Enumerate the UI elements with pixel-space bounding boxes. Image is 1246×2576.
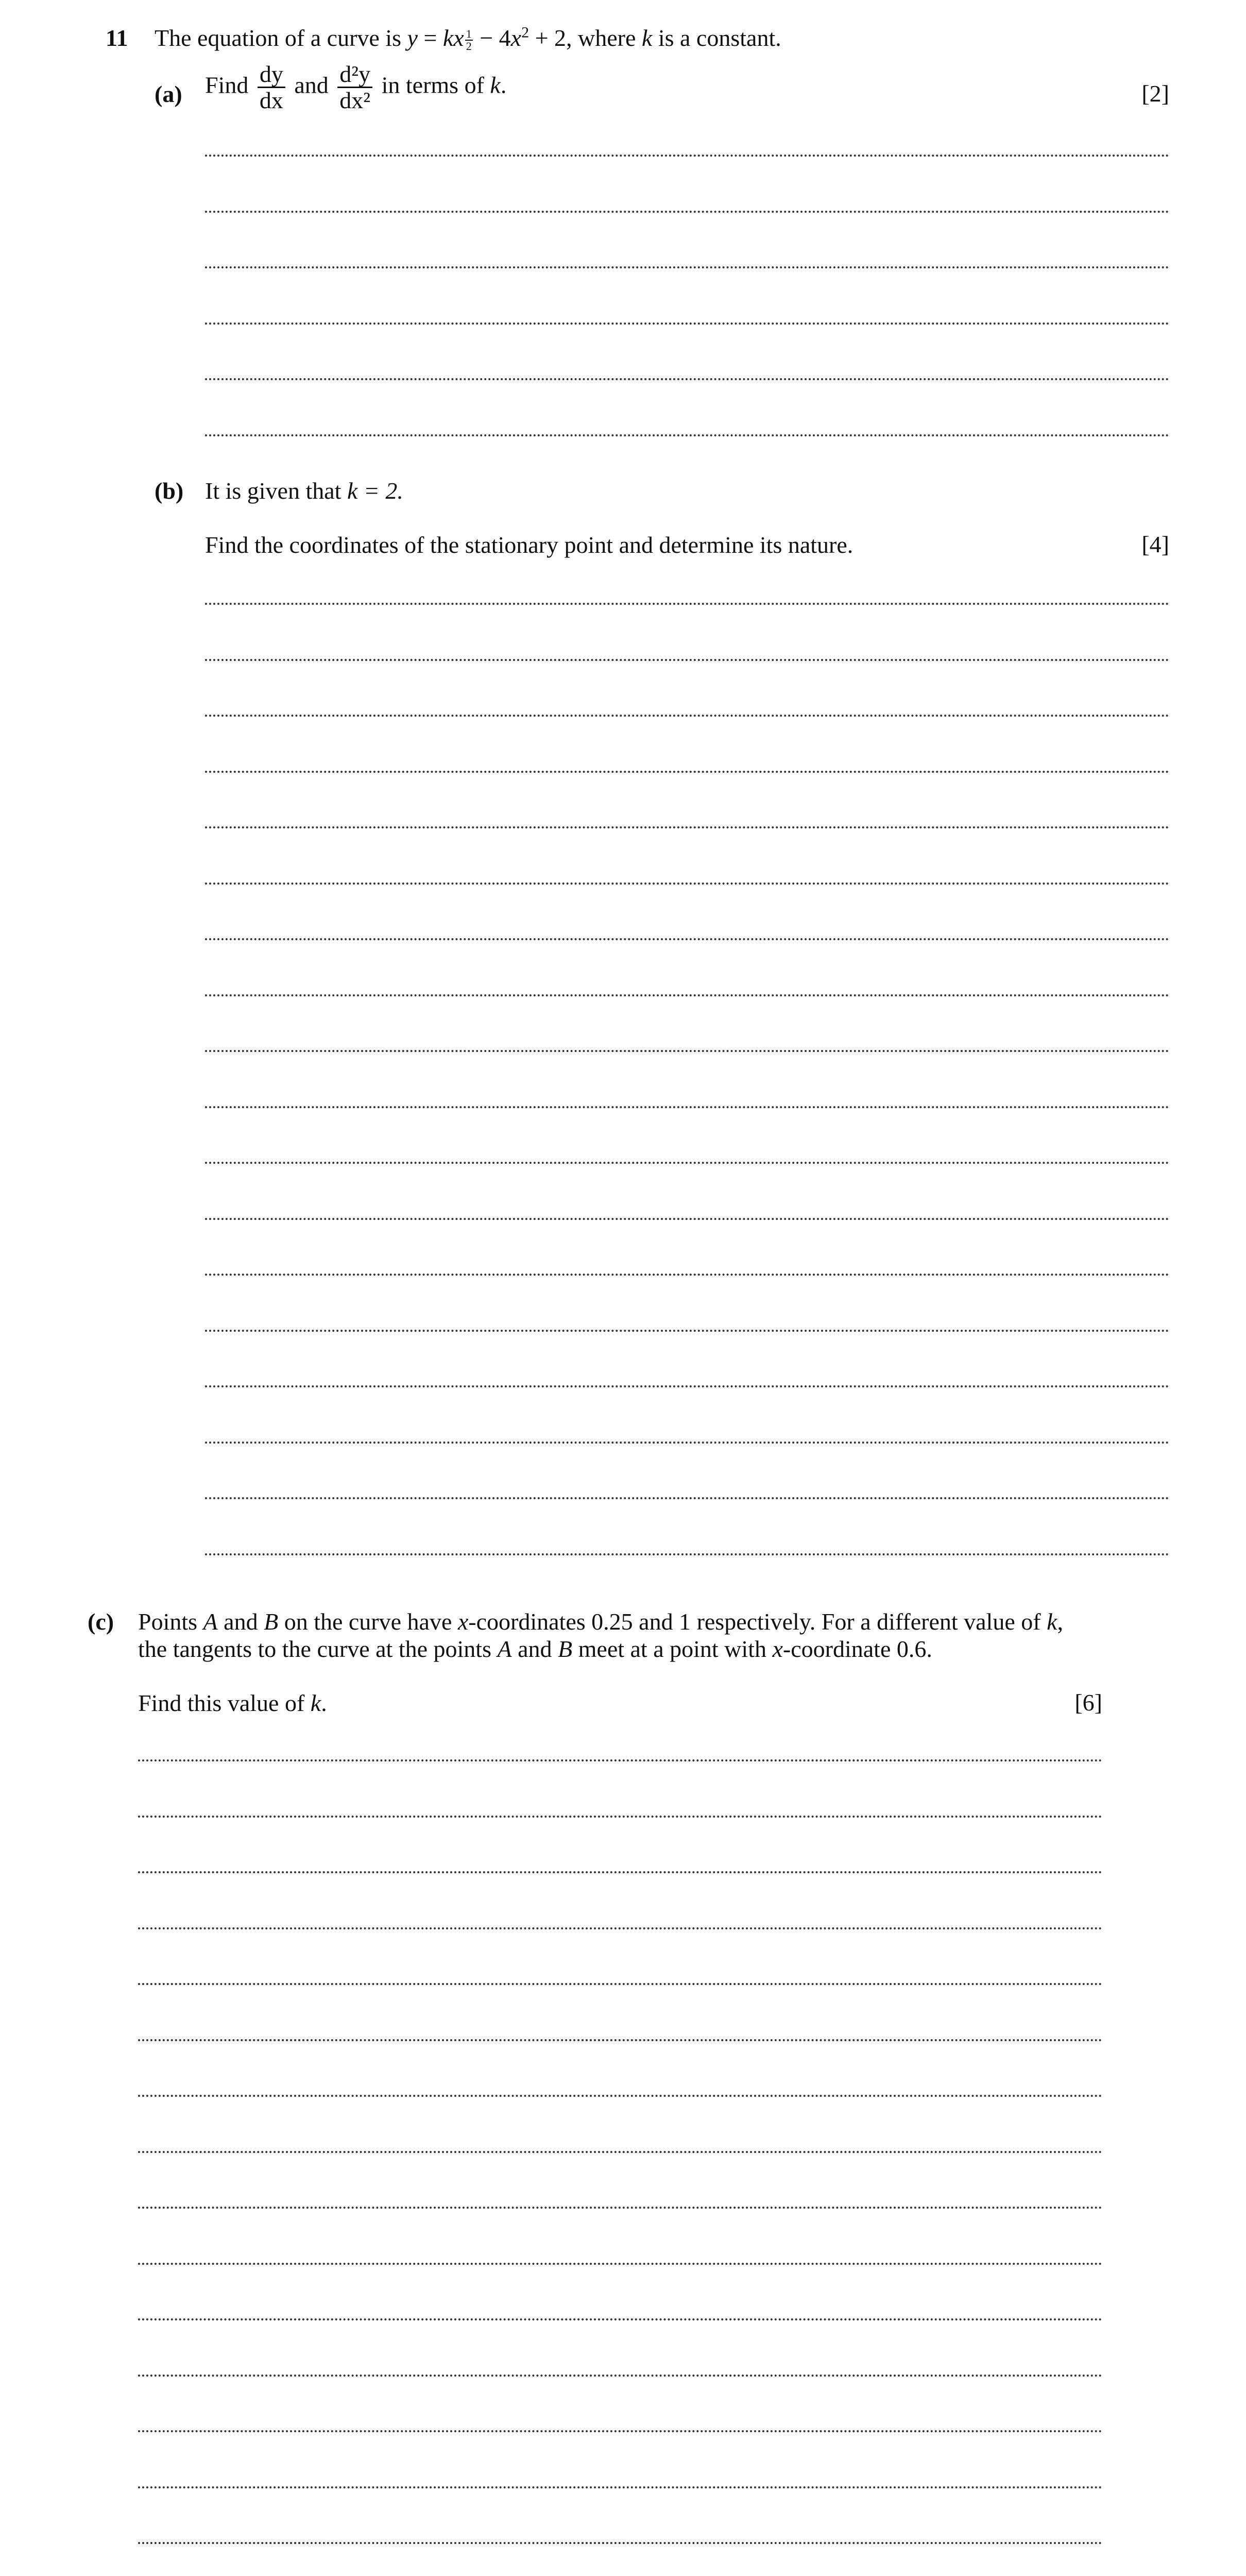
answer-line[interactable] [138, 2430, 1102, 2432]
frac1-num: dy [258, 62, 285, 88]
part-c-find [138, 1689, 327, 1717]
answer-line[interactable] [205, 1330, 1169, 1332]
answer-line[interactable] [138, 2151, 1102, 2153]
frac2-den: dx² [339, 87, 371, 114]
question-number: 11 [106, 25, 128, 51]
answer-line[interactable] [138, 2542, 1102, 2544]
answer-line[interactable] [205, 378, 1169, 380]
c-text: the tangents to the curve at the points [138, 1636, 498, 1662]
answer-line[interactable] [205, 155, 1169, 157]
answer-line[interactable] [138, 1983, 1102, 1985]
answer-line[interactable] [138, 2039, 1102, 2041]
answer-line[interactable] [138, 1816, 1102, 1818]
answer-line[interactable] [138, 2095, 1102, 2097]
c-text: -coordinate 0.6. [782, 1636, 932, 1662]
dy-dx-fraction [258, 62, 285, 113]
c-text: meet at a point with [572, 1636, 773, 1662]
answer-line[interactable] [205, 826, 1169, 828]
intro-text: The equation of a curve is [155, 25, 407, 51]
answer-line[interactable] [205, 659, 1169, 661]
c-find-period: . [321, 1690, 327, 1716]
point-a: A [497, 1636, 512, 1662]
answer-line[interactable] [205, 211, 1169, 213]
c-x: x [457, 1608, 469, 1635]
answer-line[interactable] [205, 1442, 1169, 1444]
answer-line[interactable] [138, 2486, 1102, 2488]
part-b-label: (b) [155, 478, 184, 504]
point-b: B [558, 1636, 573, 1662]
answer-line[interactable] [205, 603, 1169, 605]
answer-line[interactable] [138, 1871, 1102, 1873]
answer-line[interactable] [205, 994, 1169, 996]
answer-line[interactable] [205, 1553, 1169, 1555]
eq-equals: = [417, 25, 443, 51]
eq-exponent-half [465, 28, 473, 52]
point-a: A [203, 1608, 218, 1635]
part-b-given [205, 477, 403, 505]
frac2-num: d²y [337, 62, 372, 88]
part-a-question [205, 62, 506, 113]
intro-k: k [641, 25, 653, 51]
c-find-k: k [310, 1690, 321, 1716]
part-a-marks: [2] [1141, 80, 1169, 107]
part-c-line1 [138, 1607, 1063, 1636]
eq-exp2: 2 [521, 24, 530, 41]
exp-den: 2 [466, 39, 472, 53]
answer-line[interactable] [205, 434, 1169, 436]
c-and: and [511, 1636, 558, 1662]
answer-line[interactable] [138, 2207, 1102, 2209]
eq-plus: + 2 [529, 25, 567, 51]
answer-line[interactable] [205, 1050, 1169, 1052]
part-a-label: (a) [155, 81, 182, 107]
answer-line[interactable] [205, 771, 1169, 773]
answer-line[interactable] [205, 883, 1169, 885]
eq-x2: x [510, 25, 522, 51]
part-c-label: (c) [88, 1608, 114, 1635]
part-c-marks: [6] [1074, 1689, 1102, 1716]
c-and: and [217, 1608, 264, 1635]
answer-line[interactable] [205, 1218, 1169, 1220]
eq-y: y [407, 25, 418, 51]
eq-minus: − 4 [473, 25, 511, 51]
frac1-den: dx [259, 87, 283, 114]
intro-after: , where [566, 25, 642, 51]
part-a-k: k [490, 72, 501, 98]
c-text: -coordinates 0.25 and 1 respectively. For a different value of [468, 1608, 1047, 1635]
answer-line[interactable] [205, 1274, 1169, 1276]
exp-num: 1 [466, 27, 472, 40]
eq-k: k [442, 25, 454, 51]
find-text: Find [205, 72, 254, 98]
d2y-dx2-fraction [337, 62, 372, 113]
c-text: Points [138, 1608, 203, 1635]
answer-line[interactable] [138, 2318, 1102, 2320]
answer-line[interactable] [205, 1162, 1169, 1164]
part-c-line2 [138, 1635, 932, 1663]
part-a-period: . [500, 72, 507, 98]
and-text: and [288, 72, 335, 98]
c-x: x [772, 1636, 783, 1662]
eq-x1: x [453, 25, 464, 51]
in-terms-text: in terms of [375, 72, 490, 98]
answer-line[interactable] [138, 1759, 1102, 1761]
c-find-text: Find this value of [138, 1690, 311, 1716]
answer-line[interactable] [138, 2263, 1102, 2265]
answer-line[interactable] [205, 323, 1169, 325]
part-b-marks: [4] [1141, 531, 1169, 557]
question-intro [155, 24, 781, 52]
answer-line[interactable] [205, 1385, 1169, 1387]
c-comma: , [1057, 1608, 1063, 1635]
answer-line[interactable] [205, 1497, 1169, 1499]
c-text: on the curve have [278, 1608, 458, 1635]
given-eq: k = 2. [347, 478, 403, 504]
part-b-instruction: Find the coordinates of the stationary point and determine its nature. [205, 532, 854, 558]
intro-end: is a constant. [652, 25, 781, 51]
answer-line[interactable] [138, 1927, 1102, 1929]
given-text: It is given that [205, 478, 347, 504]
answer-line[interactable] [205, 938, 1169, 940]
answer-line[interactable] [205, 715, 1169, 717]
point-b: B [264, 1608, 279, 1635]
c-k: k [1047, 1608, 1057, 1635]
answer-line[interactable] [205, 1106, 1169, 1108]
answer-line[interactable] [205, 266, 1169, 268]
answer-line[interactable] [138, 2375, 1102, 2377]
